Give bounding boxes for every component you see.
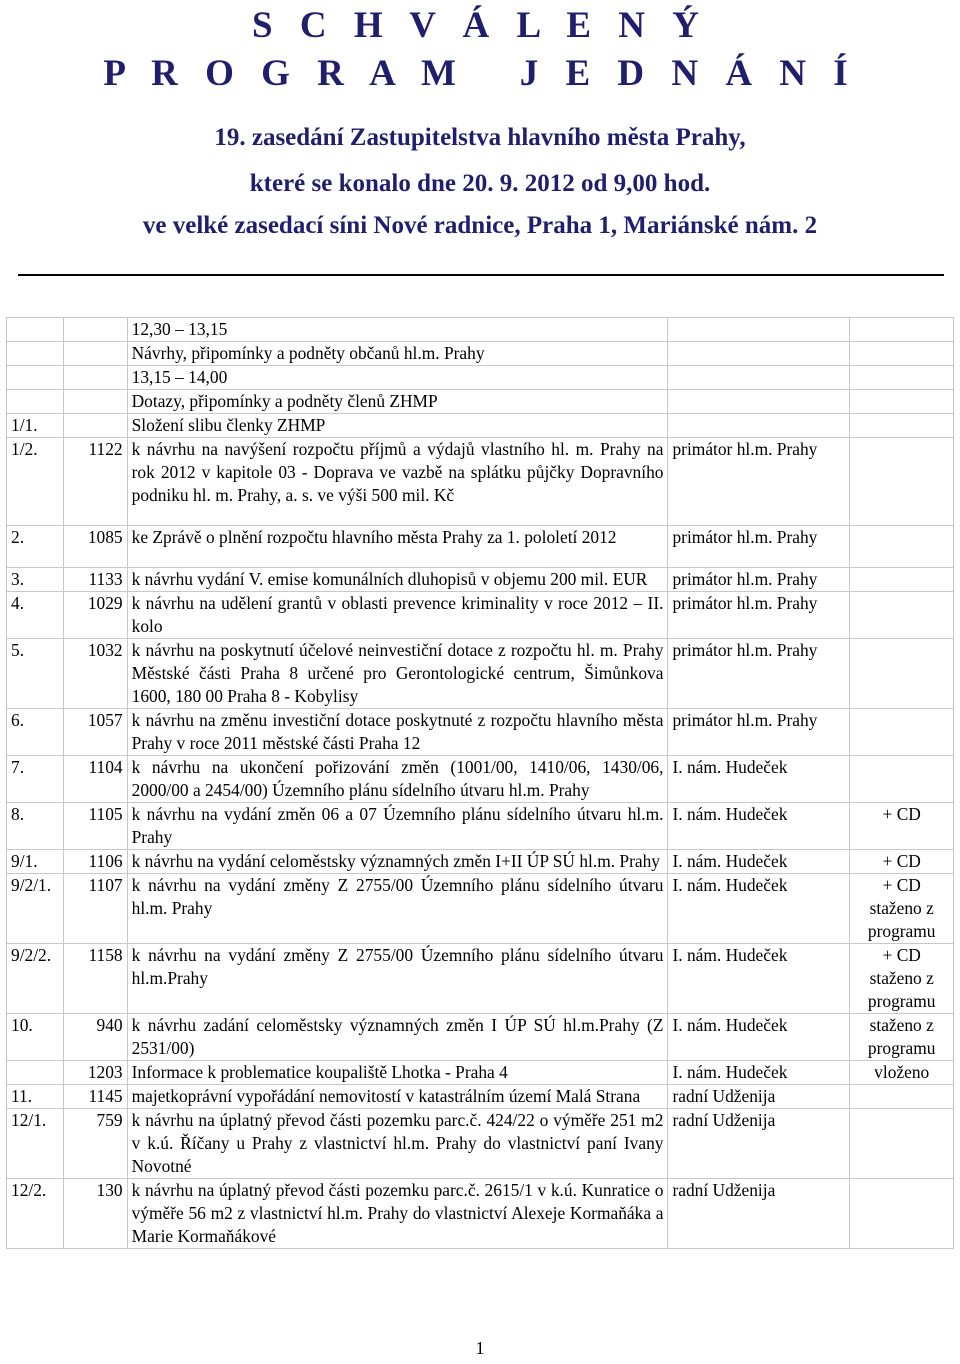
item-note (850, 1179, 954, 1249)
item-note (850, 1085, 954, 1109)
print-number (64, 366, 127, 390)
header-divider (18, 274, 944, 276)
item-description: k návrhu zadání celoměstsky významných změn I ÚP SÚ hl.m.Prahy (Z 2531/00) (127, 1014, 668, 1061)
print-number: 1057 (64, 709, 127, 756)
item-number: 3. (7, 568, 64, 592)
item-description: k návrhu na vydání celoměstsky významných změn I+II ÚP SÚ hl.m. Prahy (127, 850, 668, 874)
print-number: 1106 (64, 850, 127, 874)
agenda-row (7, 414, 954, 438)
item-description: majetkoprávní vypořádání nemovitostí v katastrálním území Malá Strana (127, 1085, 668, 1109)
print-number: 1107 (64, 874, 127, 944)
item-number (7, 318, 64, 342)
item-presenter: primátor hl.m. Prahy (668, 709, 850, 756)
item-note: staženo z programu (850, 1014, 954, 1061)
item-number: 5. (7, 639, 64, 709)
agenda-row (7, 1109, 954, 1179)
item-number: 4. (7, 592, 64, 639)
item-presenter: I. nám. Hudeček (668, 803, 850, 850)
agenda-row (7, 1085, 954, 1109)
title-line-2: P R O G R A M J E D N Á N Í (103, 53, 857, 94)
item-presenter: primátor hl.m. Prahy (668, 639, 850, 709)
item-description: k návrhu na úplatný převod části pozemku parc.č. 2615/1 v k.ú. Kunratice o výměře 56 m2 z vlastnictví hl.m. Prahy do vlastnictví Alexeje Kormaňáka a Marie Kormaňákové (127, 1179, 668, 1249)
item-description: k návrhu na vydání změn 06 a 07 Územního plánu sídelního útvaru hl.m. Prahy (127, 803, 668, 850)
agenda-row (7, 874, 954, 944)
item-description: 13,15 – 14,00 (127, 366, 668, 390)
item-presenter: I. nám. Hudeček (668, 756, 850, 803)
agenda-row (7, 366, 954, 390)
item-note: vloženo (850, 1061, 954, 1085)
agenda-row (7, 944, 954, 1014)
item-number (7, 342, 64, 366)
item-number: 1/2. (7, 438, 64, 526)
agenda-row (7, 342, 954, 366)
item-description: Informace k problematice koupaliště Lhotka - Praha 4 (127, 1061, 668, 1085)
item-presenter (668, 414, 850, 438)
item-note (850, 342, 954, 366)
item-number: 6. (7, 709, 64, 756)
print-number (64, 318, 127, 342)
item-description: k návrhu na ukončení pořizování změn (1001/00, 1410/06, 1430/06, 2000/00 a 2454/00) Územního plánu sídelního útvaru hl.m. Prahy (127, 756, 668, 803)
item-note: + CD staženo z programu (850, 874, 954, 944)
item-note (850, 414, 954, 438)
item-note (850, 592, 954, 639)
item-presenter: radní Udženija (668, 1085, 850, 1109)
agenda-row (7, 438, 954, 526)
agenda-row (7, 568, 954, 592)
item-note (850, 438, 954, 526)
agenda-row (7, 639, 954, 709)
print-number (64, 414, 127, 438)
item-description: k návrhu na úplatný převod části pozemku parc.č. 424/22 o výměře 251 m2 v k.ú. Říčany u Prahy z vlastnictví hl.m. Prahy do vlastnictví paní Ivany Novotné (127, 1109, 668, 1179)
item-description: k návrhu na vydání změny Z 2755/00 Územního plánu sídelního útvaru hl.m. Prahy (127, 874, 668, 944)
item-number: 7. (7, 756, 64, 803)
title-line-1: S C H V Á L E N Ý (252, 5, 708, 46)
item-presenter: radní Udženija (668, 1109, 850, 1179)
print-number: 1104 (64, 756, 127, 803)
item-number (7, 390, 64, 414)
print-number: 130 (64, 1179, 127, 1249)
item-description: ke Zprávě o plnění rozpočtu hlavního města Prahy za 1. pololetí 2012 (127, 526, 668, 568)
print-number: 1032 (64, 639, 127, 709)
item-number (7, 366, 64, 390)
item-number: 9/2/1. (7, 874, 64, 944)
agenda-body (7, 318, 954, 1249)
item-description: k návrhu na udělení grantů v oblasti prevence kriminality v roce 2012 – II. kolo (127, 592, 668, 639)
item-note (850, 526, 954, 568)
item-description: k návrhu vydání V. emise komunálních dluhopisů v objemu 200 mil. EUR (127, 568, 668, 592)
agenda-row (7, 1179, 954, 1249)
item-number: 12/2. (7, 1179, 64, 1249)
item-presenter: primátor hl.m. Prahy (668, 438, 850, 526)
item-note: + CD (850, 803, 954, 850)
print-number: 1029 (64, 592, 127, 639)
item-number: 9/2/2. (7, 944, 64, 1014)
item-note (850, 366, 954, 390)
item-note (850, 318, 954, 342)
item-presenter: primátor hl.m. Prahy (668, 526, 850, 568)
session-venue: ve velké zasedací síni Nové radnice, Praha 1, Mariánské nám. 2 (142, 212, 818, 239)
item-presenter (668, 390, 850, 414)
item-note: + CD (850, 850, 954, 874)
print-number (64, 342, 127, 366)
item-number (7, 1061, 64, 1085)
item-description: Složení slibu členky ZHMP (127, 414, 668, 438)
agenda-row (7, 803, 954, 850)
item-note (850, 709, 954, 756)
item-description: k návrhu na navýšení rozpočtu příjmů a výdajů vlastního hl. m. Prahy na rok 2012 v kapitole 03 - Doprava ve vazbě na splátku půjčky Dopravního podniku hl. m. Prahy, a. s. ve výši 500 mil. Kč (127, 438, 668, 526)
item-note (850, 568, 954, 592)
item-number: 9/1. (7, 850, 64, 874)
item-number: 11. (7, 1085, 64, 1109)
item-note (850, 1109, 954, 1179)
agenda-row (7, 709, 954, 756)
print-number: 1203 (64, 1061, 127, 1085)
print-number: 1105 (64, 803, 127, 850)
item-description: Dotazy, připomínky a podněty členů ZHMP (127, 390, 668, 414)
print-number: 1133 (64, 568, 127, 592)
print-number: 759 (64, 1109, 127, 1179)
print-number: 1158 (64, 944, 127, 1014)
item-note (850, 390, 954, 414)
item-presenter: I. nám. Hudeček (668, 944, 850, 1014)
agenda-table (6, 317, 954, 1249)
item-description: 12,30 – 13,15 (127, 318, 668, 342)
item-note: + CD staženo z programu (850, 944, 954, 1014)
item-presenter: I. nám. Hudeček (668, 874, 850, 944)
item-note (850, 756, 954, 803)
item-description: k návrhu na změnu investiční dotace poskytnuté z rozpočtu hlavního města Prahy v roce 2011 městské části Praha 12 (127, 709, 668, 756)
item-presenter: I. nám. Hudeček (668, 850, 850, 874)
agenda-row (7, 318, 954, 342)
item-number: 1/1. (7, 414, 64, 438)
agenda-row (7, 390, 954, 414)
session-date: které se konalo dne 20. 9. 2012 od 9,00 hod. (249, 170, 711, 197)
page-number: 1 (475, 1338, 485, 1358)
print-number: 1085 (64, 526, 127, 568)
item-description: k návrhu na vydání změny Z 2755/00 Územního plánu sídelního útvaru hl.m.Prahy (127, 944, 668, 1014)
item-presenter (668, 366, 850, 390)
item-note (850, 639, 954, 709)
agenda-row (7, 592, 954, 639)
item-number: 8. (7, 803, 64, 850)
item-presenter (668, 342, 850, 366)
item-description: Návrhy, připomínky a podněty občanů hl.m. Prahy (127, 342, 668, 366)
item-number: 2. (7, 526, 64, 568)
print-number (64, 390, 127, 414)
print-number: 940 (64, 1014, 127, 1061)
agenda-row (7, 526, 954, 568)
session-heading: 19. zasedání Zastupitelstva hlavního města Prahy, (214, 124, 746, 151)
agenda-row (7, 1061, 954, 1085)
print-number: 1145 (64, 1085, 127, 1109)
item-presenter: primátor hl.m. Prahy (668, 592, 850, 639)
item-description: k návrhu na poskytnutí účelové neinvestiční dotace z rozpočtu hl. m. Prahy Městské části Praha 8 určené pro Gerontologické centrum, Šimůnkova 1600, 180 00 Praha 8 - Kobylisy (127, 639, 668, 709)
item-presenter: I. nám. Hudeček (668, 1014, 850, 1061)
agenda-row (7, 756, 954, 803)
agenda-row (7, 850, 954, 874)
item-presenter: primátor hl.m. Prahy (668, 568, 850, 592)
item-number: 12/1. (7, 1109, 64, 1179)
item-number: 10. (7, 1014, 64, 1061)
print-number: 1122 (64, 438, 127, 526)
item-presenter: radní Udženija (668, 1179, 850, 1249)
item-presenter (668, 318, 850, 342)
agenda-row (7, 1014, 954, 1061)
item-presenter: I. nám. Hudeček (668, 1061, 850, 1085)
